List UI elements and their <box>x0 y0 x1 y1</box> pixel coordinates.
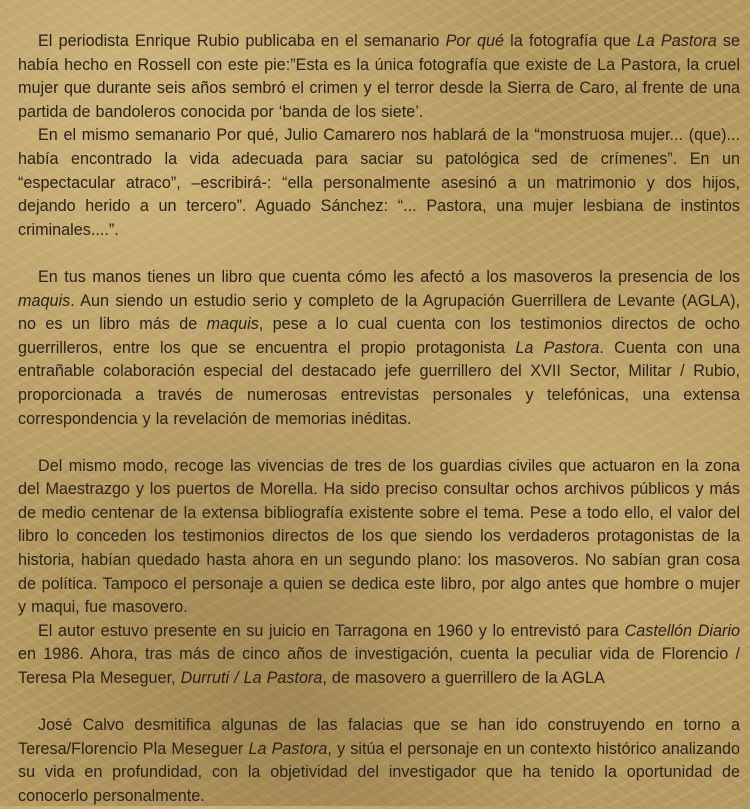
text-run: El periodista Enrique Rubio publicaba en el semanario <box>38 32 446 50</box>
italic-text-run: Castellón Diario <box>624 621 740 640</box>
text-run: Del mismo modo, recoge las vivencias de tres de los guardias civiles que actuaron en la zona del Maestrazgo y los puertos de Morella. Ha sido preciso consultar ochos archivos públicos y más de medio centenar de la extensa bibliografía existente sobre el tema. Pese a todo ello, el valor del libro lo conceden los testimonios directos de los que siendo los verdaderos protagonistas de la historia, habían quedado hasta ahora en un segundo plano: los masoveros. No sabían gran cosa de política. Tampoco el personaje a quien se dedica este libro, por algo antes que hombre o mujer y maqui, fue masovero. <box>18 456 740 617</box>
paragraph <box>18 620 740 691</box>
text-run: El autor estuvo presente en su juicio en Tarragona en 1960 y lo entrevistó para <box>38 621 625 640</box>
paragraph-gap <box>18 242 740 266</box>
paragraph <box>18 455 740 620</box>
paragraph <box>18 714 740 808</box>
italic-text-run: Por qué <box>445 32 504 50</box>
italic-text-run: La Pastora <box>636 32 717 50</box>
text-run: José Calvo desmitifica algunas de las falacias que se han ido construyendo en torno a Teresa/Florencio Pla Meseguer <box>18 716 740 758</box>
text-run: en 1986. Ahora, tras más de cinco años de investigación, cuenta la peculiar vida de Florencio / Teresa Pla Meseguer, <box>18 645 740 688</box>
text-run: , de masovero a guerrillero de la AGLA <box>322 669 605 688</box>
text-run: . Aun siendo un estudio serio y completo de la Agrupación Guerrillera de Levante (AGLA), no es un libro más de <box>18 291 740 334</box>
text-run: . Cuenta con una entrañable colaboración especial del destacado jefe guerrillero del XVII Sector, Militar / Rubio, proporcionada a través de numerosas entrevistas personales y telefónicas, una extensa correspondencia y la revelación de memorias inéditas. <box>18 338 740 428</box>
paragraph <box>18 266 740 431</box>
paragraph <box>18 124 740 242</box>
text-run: , pese a lo cual cuenta con los testimonios directos de ocho guerrilleros, entre los que se encuentra el propio protagonista <box>18 315 740 357</box>
paragraph <box>18 30 740 124</box>
paragraph-gap <box>18 691 740 715</box>
text-run: En tus manos tienes un libro que cuenta cómo les afectó a los masoveros la presencia de los <box>38 267 740 286</box>
paragraph-gap <box>18 431 740 455</box>
italic-text-run: maquis <box>18 291 71 310</box>
text-run: la fotografía que <box>504 32 637 50</box>
italic-text-run: Durruti / La Pastora <box>180 669 323 688</box>
italic-text-run: La Pastora <box>248 739 328 758</box>
text-run: , y sitúa el personaje en un contexto histórico analizando su vida en profundidad, con la objetividad del investigador que ha tenido la oportunidad de conocerlo personalmente. <box>18 739 740 805</box>
text-run: se había hecho en Rossell con este pie:”Esta es la única fotografía que existe de La Pastora, la cruel mujer que durante seis años sembró el crimen y el terror desde la Sierra de Caro, al frente de una partida de bandoleros conocida por ‘banda de los siete’. <box>18 32 740 121</box>
text-run: En el mismo semanario Por qué, Julio Camarero nos hablará de la “monstruosa mujer... (que)... había encontrado la vida adecuada para saciar su patológica sed de crímenes”. En un “espectacular atraco”, –escribirá-: “ella personalmente asesinó a un matrimonio y dos hijos, dejando herido a un tercero”. Aguado Sánchez: “... Pastora, una mujer lesbiana de instintos criminales....”. <box>18 126 740 239</box>
italic-text-run: maquis <box>206 315 259 334</box>
italic-text-run: La Pastora <box>515 338 600 357</box>
